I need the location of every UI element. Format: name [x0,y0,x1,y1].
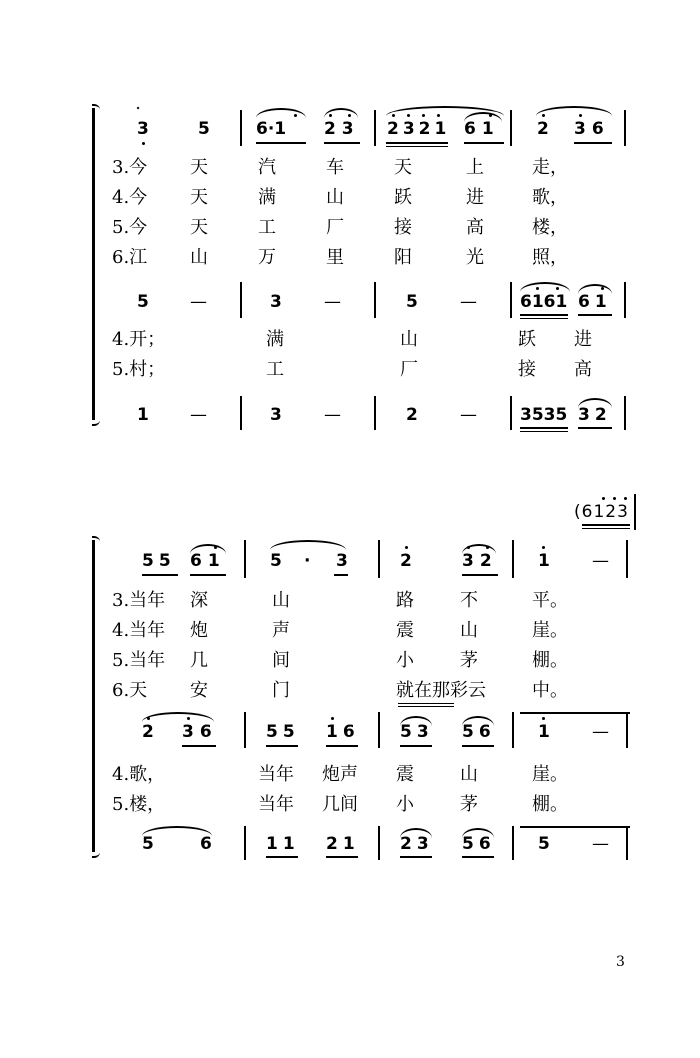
lyric-char: 汽 [258,157,276,178]
lyric-char: 山 [190,247,208,268]
barline [510,110,512,146]
barline [374,396,376,430]
verse-label: 5.今 [112,217,148,238]
barline [378,540,380,578]
barline [624,282,626,318]
lyric-char: 照， [532,247,568,268]
underline [190,574,226,576]
lyric-char: 山 [272,590,290,611]
underline [256,142,306,144]
upper-dot [294,114,297,117]
lyric-char: 山 [400,329,418,350]
slur [520,282,570,292]
lyric-underline [398,703,454,704]
lyric-char: 棚。 [532,650,568,671]
slur [536,106,612,116]
lyric-char: 棚。 [532,794,568,815]
lyric-char: 厂 [400,359,418,380]
lyric-char: 震 [396,620,414,641]
dash: — [592,834,609,854]
note: 6161 [520,292,568,312]
note: 61 [578,292,612,312]
dash: — [460,292,477,312]
tie-continuation [520,712,630,714]
barline [510,282,512,318]
note: 56 [462,722,496,742]
barline [626,826,628,860]
upper-dot [624,497,627,500]
underline-2 [520,318,568,319]
lyric-char: 上 [466,157,484,178]
lyric-char: 炮声 [322,764,358,785]
note: 1 [137,405,149,425]
underline [520,314,568,316]
lyric-char: 歌， [532,187,568,208]
upper-dot [329,114,332,117]
bracket-bottom-hook [92,850,100,858]
verse-label: 6.江 [112,247,148,268]
lyric-char: 天 [190,157,208,178]
barline [244,712,246,748]
note: 5 [406,292,418,312]
bracket-bottom-hook [92,418,100,426]
note: 5 [538,834,550,854]
note: 56 [462,834,496,854]
note: 61 [190,551,226,571]
underline [582,524,630,526]
upper-dot [613,497,616,500]
underline-2 [582,528,630,529]
bracket-top-hook [92,536,100,544]
underline [334,574,348,576]
dash: — [324,292,341,312]
underline-2 [520,431,568,432]
system-bracket [92,540,95,852]
underline-2 [386,146,448,147]
underline [266,745,298,747]
verse-label: 4.当年 [112,620,166,641]
lyric-char: 天 [190,187,208,208]
lyric-char: 接 [394,217,412,238]
lyric-char: 崖。 [532,620,568,641]
note: 36 [574,119,610,139]
note: 6 [200,834,212,854]
note: 5 [137,292,149,312]
lyric-char: 接 [518,359,536,380]
lyric-char: 安 [190,680,208,701]
dash: — [190,292,207,312]
note: 53 [400,722,434,742]
lyric-char: 路 [396,590,414,611]
upper-dot [147,717,150,720]
lyric-char: 山 [326,187,344,208]
upper-dot [467,546,470,549]
dash: — [460,405,477,425]
note: 16 [326,722,360,742]
note: 55 [266,722,300,742]
breath-mark: 𝆺 [136,99,141,114]
lyric-char: 车 [326,157,344,178]
verse-label: 6.天 [112,680,148,701]
note: 1 [538,722,550,742]
verse-label: 4.开； [112,329,166,350]
lyric-char: 平。 [532,590,568,611]
barline [378,826,380,860]
lyric-char: 楼， [532,217,568,238]
underline [400,856,432,858]
upper-dot [422,114,425,117]
upper-dot [187,717,190,720]
lyric-char: 万 [258,247,276,268]
lyric-char: 厂 [326,217,344,238]
lyric-char: 跃 [394,187,412,208]
note: 3 [270,405,282,425]
tie-continuation [520,826,630,828]
upper-dot [489,114,492,117]
note: 2 [142,722,154,742]
lyric-char: 小 [396,794,414,815]
lyric-char: 间 [272,650,290,671]
underline [326,745,358,747]
underline [324,142,360,144]
barline [624,110,626,146]
verse-label: 4.歌， [112,764,166,785]
underline [462,574,498,576]
lyric-char: 就在那彩云 [396,680,486,701]
lyric-char: 山 [460,620,478,641]
lyric-char: 走， [532,157,568,178]
lyric-char: 小 [396,650,414,671]
note: 61 [464,119,500,139]
lyric-char: 天 [394,157,412,178]
page-number: 3 [616,954,625,970]
note: 5 [142,834,154,854]
note: 3 [270,292,282,312]
dash: — [592,551,609,571]
barline [240,110,242,146]
barline [374,110,376,146]
upper-dot [579,114,582,117]
note: 32 [578,405,612,425]
lyric-char: 天 [190,217,208,238]
note: 6·1 [256,119,287,139]
lyric-char: 山 [460,764,478,785]
lyric-char: 茅 [460,650,478,671]
lyric-char: 工 [266,359,284,380]
note: 2 3 [324,119,354,139]
barline [374,282,376,318]
verse-label: 5.村； [112,359,166,380]
barline [240,396,242,430]
dot-duration: · [304,551,311,571]
lyric-char: 几 [190,650,208,671]
lyric-char: 炮 [190,620,208,641]
barline [244,540,246,578]
note: 2321 [387,119,451,139]
bracket-top-hook [92,104,100,112]
underline [266,856,298,858]
lyric-char: 茅 [460,794,478,815]
upper-dot [542,114,545,117]
note: 2 [537,119,549,139]
lyric-char: 进 [574,329,592,350]
barline [512,540,514,578]
underline [578,427,612,429]
upper-dot [392,114,395,117]
dash: — [592,722,609,742]
lyric-char: 跃 [518,329,536,350]
lyric-char: 门 [272,680,290,701]
system-bracket [92,108,95,420]
dash: — [324,405,341,425]
upper-dot [437,114,440,117]
note: 55 [142,551,176,571]
underline [520,427,568,429]
underline [182,745,216,747]
note: 21 [326,834,360,854]
verse-label: 5.当年 [112,650,166,671]
lyric-char: 崖。 [532,764,568,785]
lyric-char: 几间 [322,794,358,815]
note: 3535 [520,405,568,425]
upper-dot [486,546,489,549]
note: 5 [198,119,210,139]
slur [142,712,214,722]
lyric-underline [398,706,454,707]
upper-dot [214,546,217,549]
lyric-char: 高 [466,217,484,238]
note: 2 [406,405,418,425]
slur [270,540,346,550]
verse-label: 3.今 [112,157,148,178]
lyric-char: 声 [272,620,290,641]
barline [624,396,626,430]
barline [510,396,512,430]
underline [578,314,612,316]
verse-label: 3.当年 [112,590,166,611]
underline [326,856,358,858]
barline [378,712,380,748]
upper-dot [556,287,559,290]
underline [462,856,494,858]
lyric-char: 阳 [394,247,412,268]
slur [256,108,306,118]
upper-dot [542,546,545,549]
pickup-notes: (6123 [574,502,629,522]
underline [142,574,178,576]
lyric-char: 满 [266,329,284,350]
note: 11 [266,834,300,854]
note: 2 [400,551,412,571]
dash: — [190,405,207,425]
lyric-char: 当年 [258,794,294,815]
barline [634,494,636,530]
lyric-char: 满 [258,187,276,208]
upper-dot [536,287,539,290]
note: 23 [400,834,434,854]
lyric-char: 震 [396,764,414,785]
underline [462,745,494,747]
lyric-char: 光 [466,247,484,268]
lyric-char: 深 [190,590,208,611]
barline [626,540,628,578]
barline [512,712,514,748]
upper-dot [331,717,334,720]
underline [400,745,432,747]
verse-label: 5.楼， [112,794,166,815]
lyric-char: 不 [460,590,478,611]
upper-dot [601,287,604,290]
upper-dot [542,717,545,720]
lower-dot [142,142,145,145]
barline [240,282,242,318]
upper-dot [405,546,408,549]
note: 5 [270,551,282,571]
underline [386,142,448,144]
lyric-char: 高 [574,359,592,380]
lyric-char: 中。 [532,680,568,701]
lyric-char: 里 [326,247,344,268]
note: 32 [462,551,498,571]
lyric-char: 工 [258,217,276,238]
barline [626,712,628,748]
upper-dot [407,114,410,117]
barline [244,826,246,860]
upper-dot [602,497,605,500]
underline [464,142,504,144]
lyric-char: 进 [466,187,484,208]
lyric-char: 当年 [258,764,294,785]
note: 36 [182,722,218,742]
barline [512,826,514,860]
verse-label: 4.今 [112,187,148,208]
note: 3 [336,551,348,571]
underline [574,142,612,144]
note: 3 [137,119,149,139]
note: 1 [538,551,550,571]
upper-dot [348,114,351,117]
